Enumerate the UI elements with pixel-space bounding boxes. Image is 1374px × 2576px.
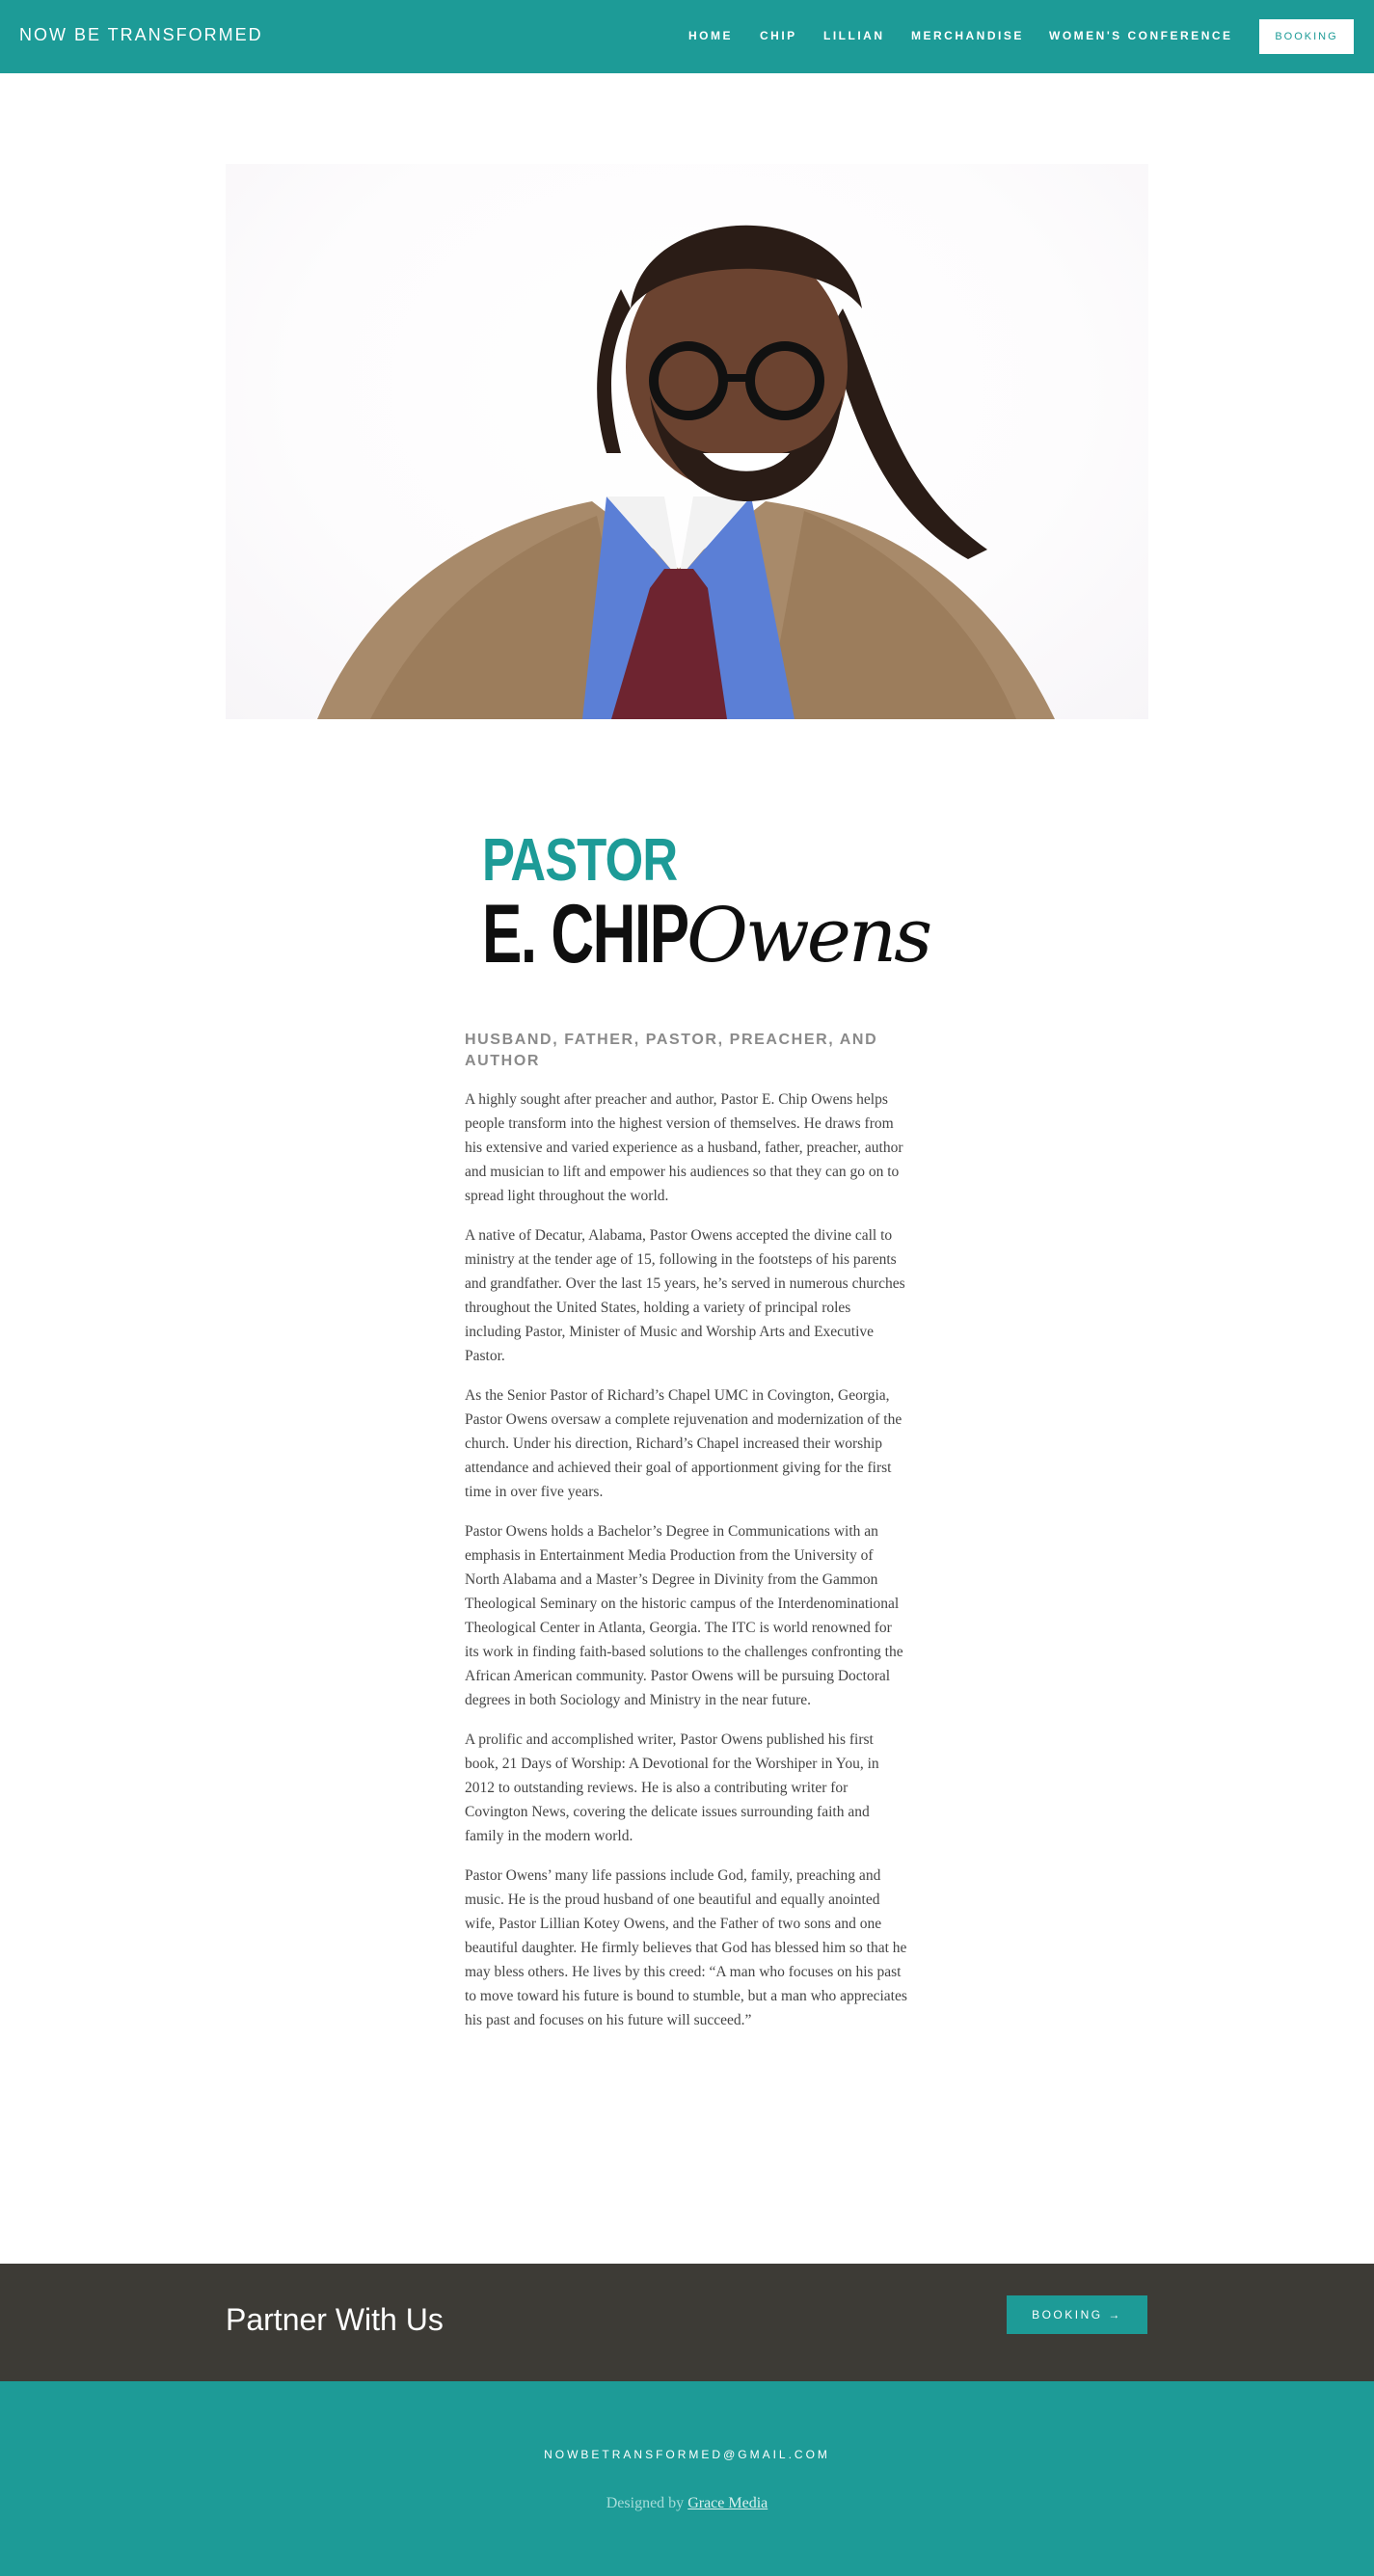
nav-home[interactable]: HOME bbox=[688, 29, 733, 42]
partner-booking-button[interactable]: BOOKING → bbox=[1007, 2295, 1147, 2334]
nav-merchandise[interactable]: MERCHANDISE bbox=[911, 29, 1024, 42]
bio-paragraph: Pastor Owens’ many life passions include God, family, preaching and music. He is the proud husband of one beautiful and equally anointed wife, Pastor Lillian Kotey Owens, and the Father of two sons and one beautiful daughter. He firmly believes that God has blessed him so that he may bless others. He lives by this creed: “A man who focuses on his past to move toward his future is bound to stumble, but a man who appreciates his past and focuses on his future will succeed.” bbox=[465, 1867, 907, 2028]
logo-owens-script: Owens bbox=[687, 893, 930, 979]
logo-chip-text: E. CHIP bbox=[482, 888, 688, 980]
site-title-link[interactable]: NOW BE TRANSFORMED bbox=[19, 25, 263, 44]
hero-portrait-photo bbox=[226, 164, 1148, 719]
pastor-chip-owens-logo bbox=[482, 827, 930, 983]
footer-credit-prefix: Designed by bbox=[606, 2495, 688, 2511]
portrait-photo-icon bbox=[226, 164, 1148, 719]
bio-paragraph: As the Senior Pastor of Richard’s Chapel UMC in Covington, Georgia, Pastor Owens oversaw a complete rejuvenation and modernization of the church. Under his direction, Richard’s Chapel increased their worship attendance and achieved their goal of apportionment giving for the first time in over five years. bbox=[465, 1387, 903, 1500]
main-nav bbox=[0, 29, 1374, 48]
partner-title: Partner With Us bbox=[226, 2302, 444, 2337]
partner-band bbox=[0, 2264, 1374, 2381]
footer-credit bbox=[0, 2495, 1374, 2512]
site-footer bbox=[0, 2381, 1374, 2576]
footer-credit-link[interactable]: Grace Media bbox=[687, 2495, 768, 2511]
nav-lillian[interactable]: LILLIAN bbox=[823, 29, 885, 42]
bio-paragraph: A prolific and accomplished writer, Pastor Owens published his first book, 21 Days of Worship: A Devotional for the Worshiper in You, in 2012 to outstanding reviews. He is also a contributing writer for Covington News, covering the delicate issues surrounding faith and family in the modern world. bbox=[465, 1731, 879, 1844]
bio-paragraph: Pastor Owens holds a Bachelor’s Degree in Communications with an emphasis in Entertainment Media Production from the University of North Alabama and a Master’s Degree in Divinity from the Gammon Theological Seminary on the historic campus of the Interdenominational Theological Center in Atlanta, Georgia. The ITC is world renowned for its work in finding faith-based solutions to the challenges confronting the African American community. Pastor Owens will be pursuing Doctoral degrees in both Sociology and Ministry in the near future. bbox=[465, 1523, 903, 1708]
bio-subtitle: HUSBAND, FATHER, PASTOR, PREACHER, AND AUTHOR bbox=[465, 1032, 878, 1069]
bio-paragraph: A highly sought after preacher and author, Pastor E. Chip Owens helps people transform into the highest version of themselves. He draws from his extensive and varied experience as a husband, father, preacher, author and musician to lift and empower his audiences so that they can go on to spread light throughout the world. bbox=[465, 1091, 903, 1204]
bio-article bbox=[465, 1030, 908, 2048]
site-header bbox=[0, 0, 1374, 73]
bio-paragraph: A native of Decatur, Alabama, Pastor Owens accepted the divine call to ministry at the tender age of 15, following in the footsteps of his parents and grandfather. Over the last 15 years, he’s served in numerous churches throughout the United States, holding a variety of principal roles including Pastor, Minister of Music and Worship Arts and Executive Pastor. bbox=[465, 1227, 905, 1364]
footer-email-link[interactable]: NOWBETRANSFORMED@GMAIL.COM bbox=[544, 2448, 830, 2461]
nav-womens-conference[interactable]: WOMEN'S CONFERENCE bbox=[1049, 29, 1233, 42]
logo-pastor-text: PASTOR bbox=[482, 827, 678, 894]
booking-button[interactable]: BOOKING bbox=[1259, 19, 1354, 54]
nav-chip[interactable]: CHIP bbox=[760, 29, 797, 42]
